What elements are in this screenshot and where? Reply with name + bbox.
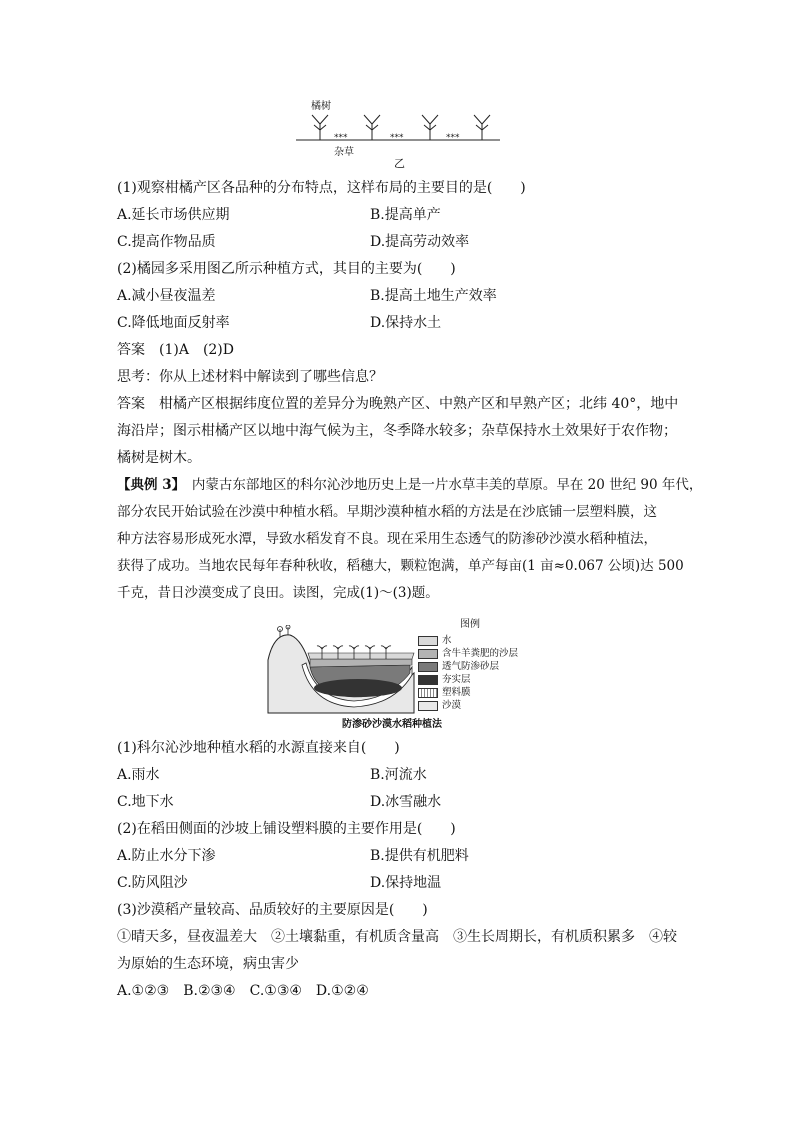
rice-cross-section [266,625,416,715]
ex3-q1-option-a: A.雨水 [117,767,160,783]
ex3-q1-option-b: B.河流水 [370,767,427,783]
figure-caption-rice: 防渗砂沙漠水稻种植法 [342,719,442,730]
q1-option-d: D.提高劳动效率 [370,234,470,250]
tree-icon [422,115,438,140]
ex3-q1-option-c: C.地下水 [117,794,174,810]
answer-2-line-2: 海沿岸；图示柑橘产区以地中海气候为主，冬季降水较多；杂草保持水土效果好于农作物； [117,423,677,439]
orchard-diagram [292,110,512,160]
example-3-tag: 【典例 3】 [117,477,179,493]
tree-icon [364,115,380,140]
q2-option-d: D.保持水土 [370,315,442,331]
ex3-q2-option-c: C.防风阻沙 [117,875,188,891]
q1-option-a: A.延长市场供应期 [117,207,230,223]
grass-label: 杂草 [334,147,354,158]
legend-item-water: 水 [418,632,452,643]
figure-caption-yi: 乙 [394,157,405,170]
svg-text:***: *** [334,133,348,143]
example-3-line-5: 千克，昔日沙漠变成了良田。读图，完成(1)～(3)题。 [117,585,439,601]
question-2-stem: (2)橘园多采用图乙所示种植方式，其目的主要为( ) [117,261,456,277]
tree-label: 橘树 [311,101,331,112]
svg-text:***: *** [446,133,460,143]
ex3-q1-option-d: D.冰雪融水 [370,794,442,810]
legend-title: 图例 [460,619,480,630]
legend-item-manure-sand: 含牛羊粪肥的沙层 [418,645,518,656]
ex3-q2-option-b: B.提供有机肥料 [370,848,469,864]
ex3-question-2-stem: (2)在稻田侧面的沙坡上铺设塑料膜的主要作用是( ) [117,821,456,837]
ex3-q3-options: A.①②③ B.②③④ C.①③④ D.①②④ [117,983,369,999]
think-prompt: 思考：你从上述材料中解读到了哪些信息？ [117,369,383,385]
question-1-stem: (1)观察柑橘产区各品种的分布特点，这样布局的主要目的是( ) [117,180,526,196]
ex3-q3-statements-1: ①晴天多，昼夜温差大 ②土壤黏重，有机质含量高 ③生长周期长，有机质积累多 ④较 [117,929,677,945]
legend-item-seep-sand: 透气防渗砂层 [418,658,499,669]
tree-icon [312,115,328,140]
example-3-line-1: 【典例 3】 内蒙古东部地区的科尔沁沙地历史上是一片水草丰美的草原。早在 20 世纪 90 年代， [117,477,703,493]
example-3-line-3: 种方法容易形成死水潭，导致水稻发育不良。现在采用生态透气的防渗砂沙漠水稻种植法， [117,531,657,547]
q2-option-c: C.降低地面反射率 [117,315,230,331]
ex3-q2-option-a: A.防止水分下渗 [117,848,216,864]
q1-option-b: B.提高单产 [370,207,441,223]
ex3-q3-statements-2: 为原始的生态环境，病虫害少 [117,956,299,972]
legend-item-rammed: 夯实层 [418,671,471,682]
legend-item-film: 塑料膜 [418,684,471,695]
ex3-q2-option-d: D.保持地温 [370,875,442,891]
q1-option-c: C.提高作物品质 [117,234,216,250]
example-3-line-2: 部分农民开始试验在沙漠中种植水稻。早期沙漠种植水稻的方法是在沙底铺一层塑料膜，这 [117,504,657,520]
answer-1: 答案 (1)A (2)D [117,342,234,358]
weed-icons [334,133,460,143]
answer-2-line-1: 答案 柑橘产区根据纬度位置的差异分为晚熟产区、中熟产区和早熟产区；北纬 40°，地中 [117,396,679,412]
svg-text:***: *** [390,133,404,143]
q2-option-b: B.提高土地生产效率 [370,288,497,304]
q2-option-a: A.减小昼夜温差 [117,288,216,304]
ex3-question-1-stem: (1)科尔沁沙地种植水稻的水源直接来自( ) [117,740,400,756]
tree-icon [474,115,490,140]
answer-2-line-3: 橘树是树木。 [117,450,201,466]
example-3-line-4: 获得了成功。当地农民每年春种秋收，稻穗大，颗粒饱满，单产每亩(1 亩≈0.067 公顷)达 500 [117,558,684,574]
legend-item-desert: 沙漠 [418,697,461,708]
ex3-question-3-stem: (3)沙漠稻产量较高、品质较好的主要原因是( ) [117,902,428,918]
